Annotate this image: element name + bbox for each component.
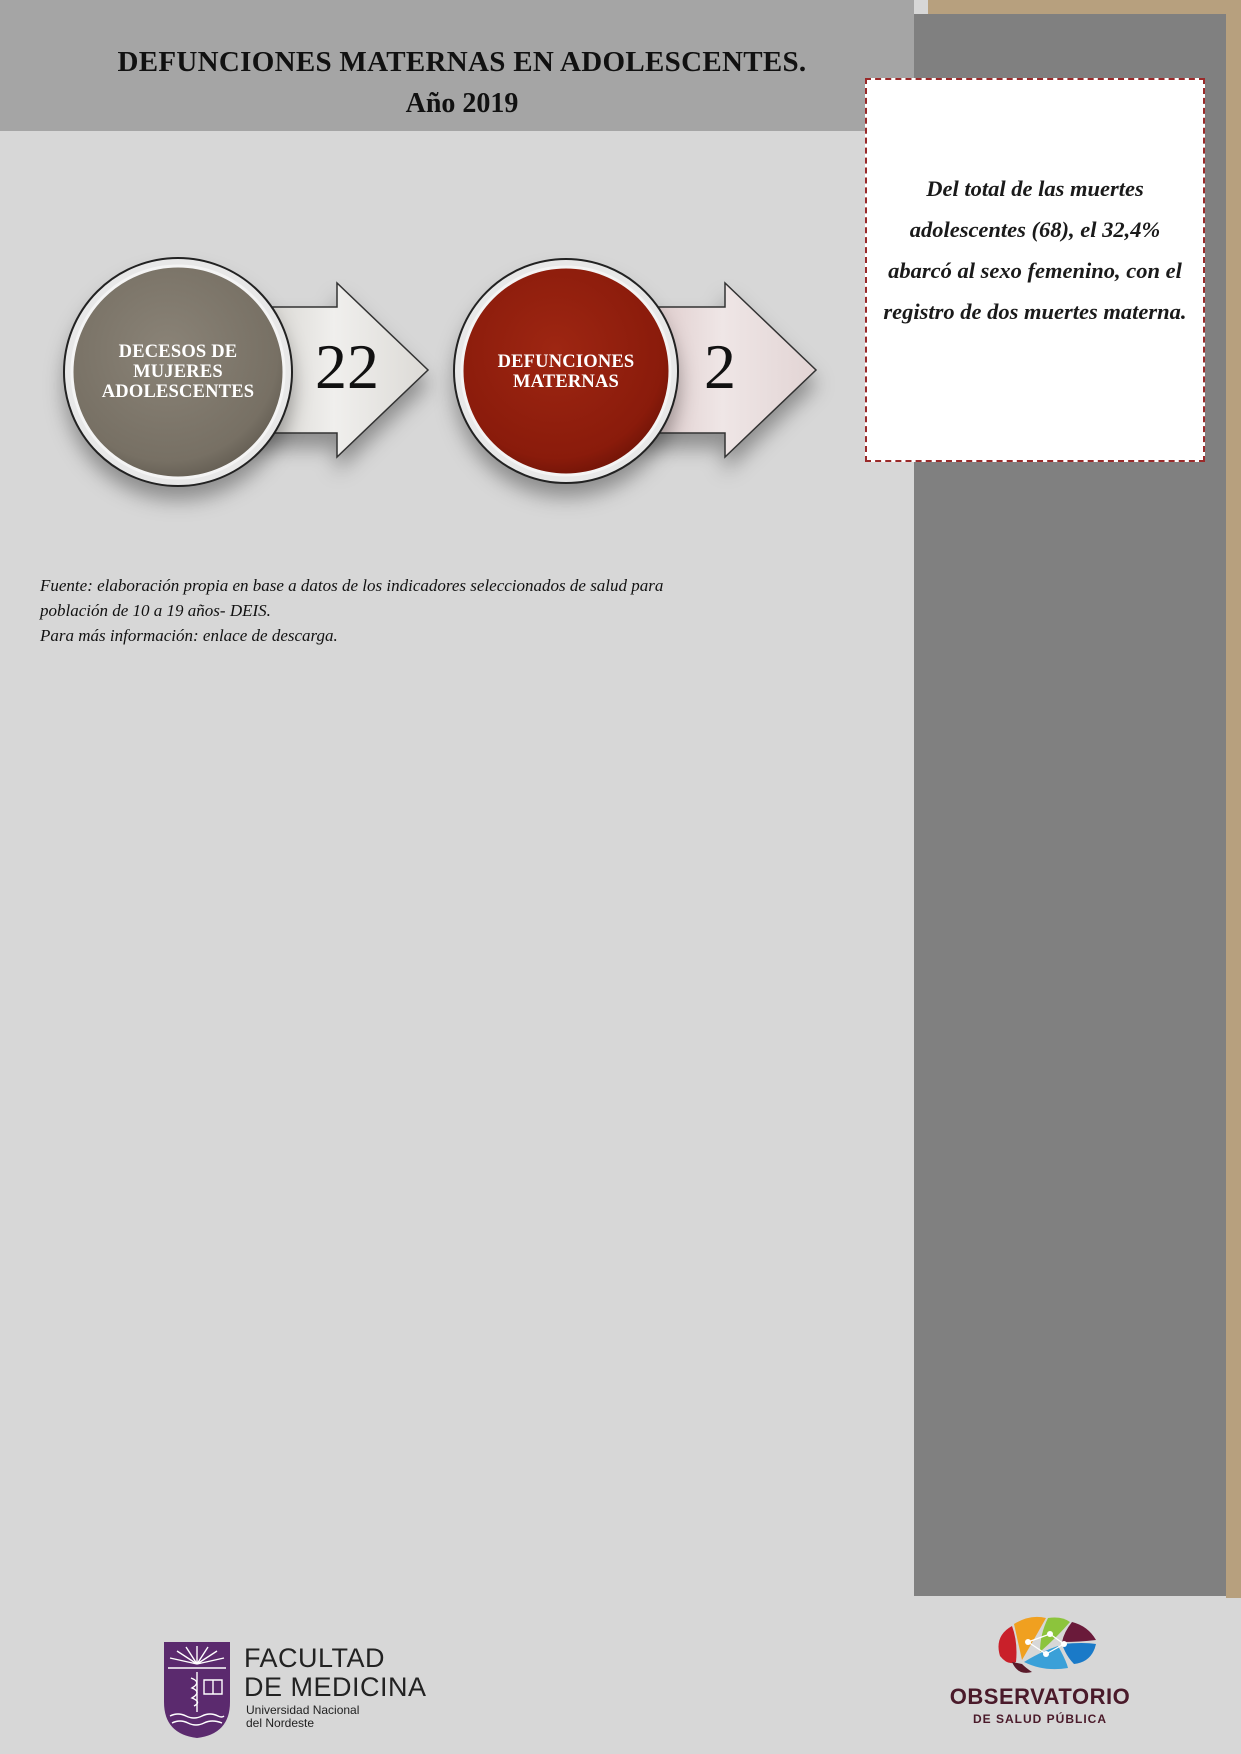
facultad-subtitle-line2: del Nordeste — [246, 1716, 315, 1730]
indicator-1-label-line: ADOLESCENTES — [101, 382, 255, 402]
page-title: DEFUNCIONES MATERNAS EN ADOLESCENTES. — [117, 46, 807, 78]
indicator-1-label — [78, 312, 278, 432]
source-line: Para más información: enlace de descarga. — [40, 626, 338, 645]
source-line: población de 10 a 19 años- DEIS. — [40, 601, 271, 620]
indicator-graphic — [40, 250, 840, 510]
facultad-shield-icon — [164, 1642, 230, 1738]
source-note — [40, 573, 840, 648]
observatorio-brain-icon — [992, 1612, 1102, 1682]
note-box — [865, 78, 1205, 462]
indicator-2-value: 2 — [704, 331, 736, 402]
observatorio-logo — [940, 1608, 1140, 1728]
indicator-1-label-line: DECESOS DE — [118, 342, 238, 362]
page-subtitle: Año 2019 — [405, 88, 519, 119]
source-line: Fuente: elaboración propia en base a datos de los indicadores seleccionados de salud para — [40, 576, 664, 595]
facultad-medicina-logo — [164, 1640, 434, 1740]
observatorio-subtitle: DE SALUD PÚBLICA — [972, 1712, 1107, 1726]
indicator-1-value: 22 — [315, 331, 379, 402]
indicator-2-label — [466, 312, 666, 432]
facultad-subtitle-line1: Universidad Nacional — [246, 1703, 360, 1717]
decorative-tan-edge — [1226, 0, 1241, 1598]
indicator-1-label-line: MUJERES — [133, 362, 223, 382]
decorative-tan-strip — [928, 0, 1241, 14]
facultad-title-line1: FACULTAD — [244, 1643, 386, 1673]
note-text: Del total de las muertes adolescentes (68), el 32,4% abarcó al sexo femenino, con el registro de dos muertes materna. — [883, 176, 1187, 324]
observatorio-title: OBSERVATORIO — [949, 1684, 1131, 1709]
facultad-title-line2: DE MEDICINA — [244, 1672, 427, 1702]
indicator-2-label-line: MATERNAS — [512, 372, 620, 392]
indicator-2-label-line: DEFUNCIONES — [497, 352, 635, 372]
